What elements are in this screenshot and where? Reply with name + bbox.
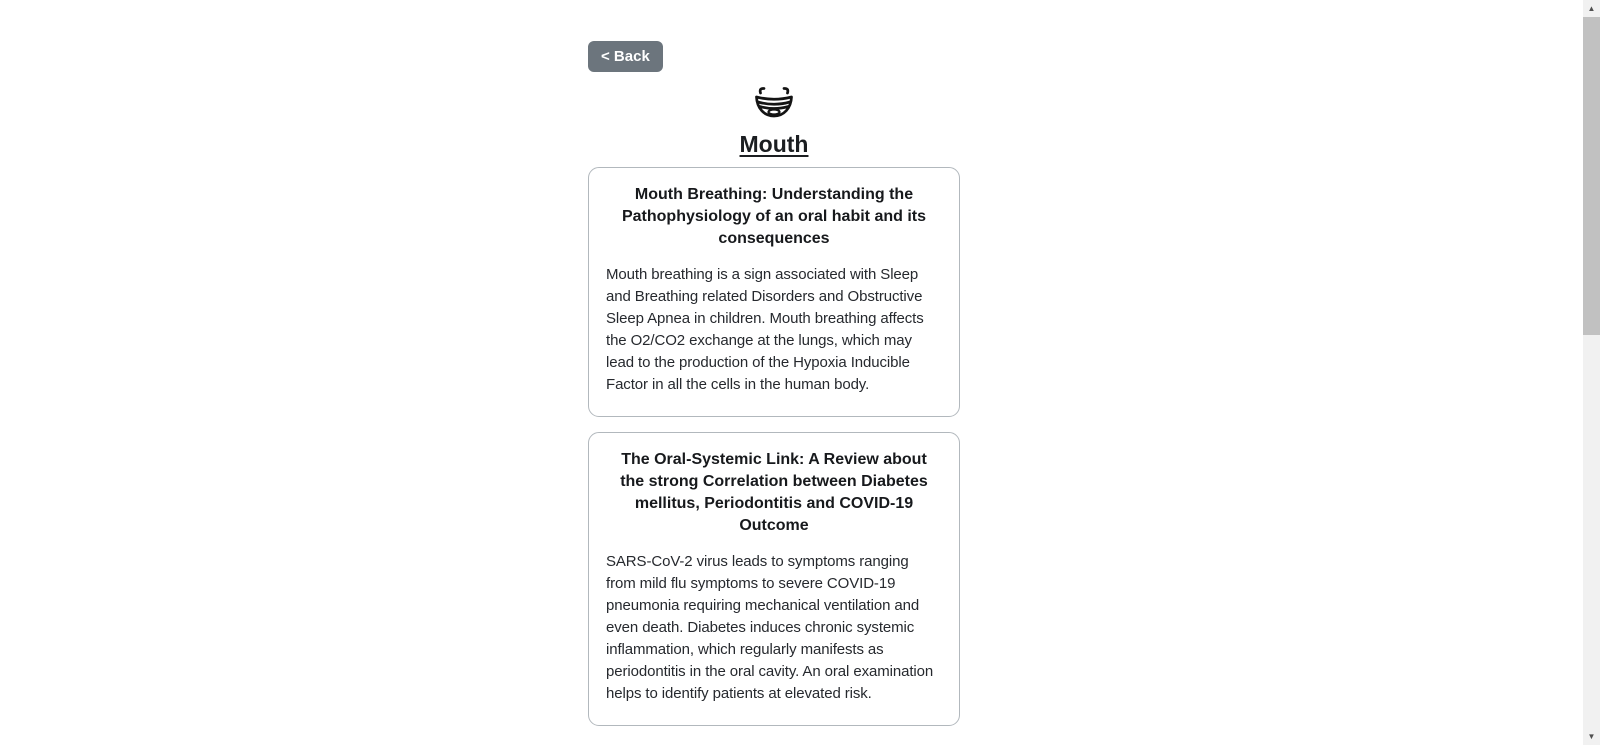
section-icon-row (588, 85, 960, 121)
scrollbar[interactable] (1583, 0, 1600, 745)
article-card[interactable] (588, 167, 960, 417)
article-title: The Oral-Systemic Link: A Review about the strong Correlation between Diabetes mellitus, Periodontitis and COVID-19 Outcome (620, 451, 928, 534)
content-column (588, 0, 960, 726)
back-button[interactable]: < Back (588, 41, 663, 72)
scrollbar-thumb[interactable] (1583, 17, 1600, 335)
article-title: Mouth Breathing: Understanding the Pathophysiology of an oral habit and its consequences (621, 186, 927, 247)
section-title: Mouth (739, 131, 809, 157)
scrollbar-up-icon[interactable]: ▲ (1587, 4, 1596, 13)
article-summary: Mouth breathing is a sign associated with Sleep and Breathing related Disorders and Obstructive Sleep Apnea in children. Mouth breathing affects the O2/CO2 exchange at the lungs, which may lead to the production of the Hypoxia Inducible Factor in all the cells in the human body. (606, 266, 924, 393)
article-card[interactable] (588, 432, 960, 726)
scrollbar-down-icon[interactable]: ▼ (1587, 732, 1596, 741)
back-row (588, 0, 960, 72)
article-summary: SARS-CoV-2 virus leads to symptoms ranging from mild flu symptoms to severe COVID-19 pneumonia requiring mechanical ventilation and even death. Diabetes induces chronic systemic inflammation, which regularly manifests as periodontitis in the oral cavity. An oral examination helps to identify patients at elevated risk. (606, 553, 934, 702)
mouth-icon (747, 85, 801, 121)
